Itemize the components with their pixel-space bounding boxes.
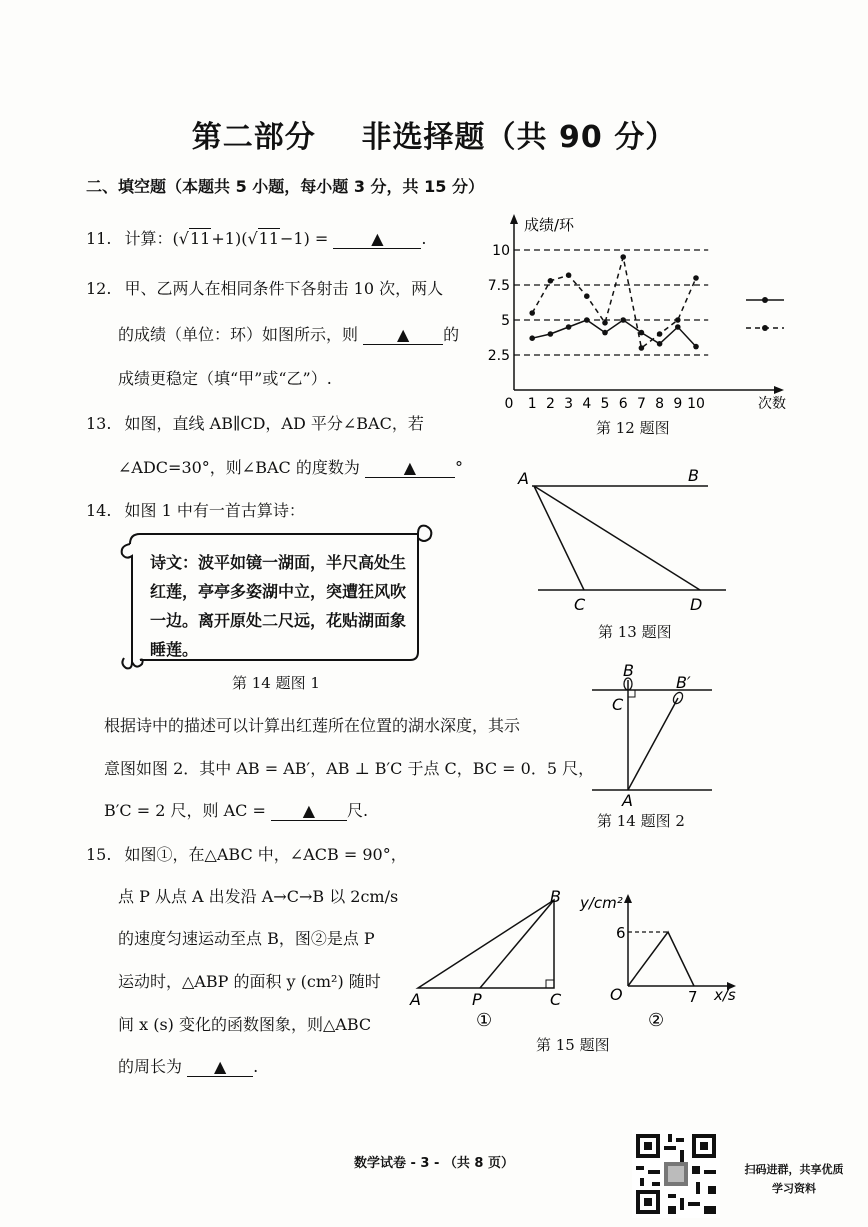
fig12-x-arrow-icon [774, 386, 784, 394]
q14-answer-blank[interactable] [271, 802, 347, 821]
question-15-line6 [118, 1054, 258, 1077]
q12-answer-blank[interactable] [363, 326, 443, 345]
fig14-caption: 第 14 题图 2 [597, 812, 685, 830]
segment-ab-prime [628, 698, 678, 790]
fig12-series [529, 254, 698, 351]
fig15-xlabel: x/s [714, 986, 736, 1004]
q15-text-1: 如图①，在△ABC 中，∠ACB = 90°， [124, 845, 407, 864]
q11-post: −1) = [280, 229, 329, 248]
right-angle-mark [628, 690, 635, 697]
q15-answer-blank[interactable] [187, 1058, 253, 1077]
fig15-y-arrow-icon [624, 894, 632, 903]
question-15-line4: 运动时，△ABP 的面积 y (cm²) 随时 [118, 972, 381, 991]
fig12-chart [484, 208, 794, 442]
q12-text-2b: 的 [443, 325, 460, 344]
fig12-point [584, 293, 590, 299]
qr-note-line1: 扫码进群，共享优质 [744, 1163, 844, 1176]
blank-marker-icon: ▲ [396, 325, 410, 344]
fig15-label-a: A [410, 990, 421, 1009]
fig12-point [620, 317, 626, 323]
fig12-y-arrow-icon [510, 214, 518, 224]
fig12-point [529, 335, 535, 341]
fig12-point [584, 317, 590, 323]
fig12-xtick-label: 10 [687, 396, 705, 412]
question-15-line1 [86, 842, 407, 865]
blank-marker-icon: ▲ [403, 458, 417, 477]
q11-radicand-2: 11 [258, 229, 279, 248]
fig12-ytick-label: 2.5 [487, 348, 510, 364]
q15-number: 15. [86, 845, 112, 864]
fig15-label-7: 7 [688, 988, 698, 1006]
fig14-label-a: A [622, 791, 633, 810]
page-title: 第二部分 非选择题（共 90 分） [191, 120, 677, 155]
fig12-point [548, 278, 554, 284]
fig12-point [602, 320, 608, 326]
fig12-point [675, 317, 681, 323]
poem-text: 诗文：波平如镜一湖面，半尺高处生红莲，亭亭多姿湖中立，突遭狂风吹一边。离开原处二尺远，花贴湖面象睡莲。 [150, 553, 407, 659]
q11-end: . [421, 229, 427, 248]
fig15-label-6: 6 [616, 924, 626, 942]
question-11: 11. 计算：(√11+1)(√11−1) = ▲ . [86, 229, 427, 248]
fig12-point [566, 272, 572, 278]
q13-text-1: 如图，直线 AB∥CD，AD 平分∠BAC，若 [124, 414, 424, 433]
fig12-point [548, 331, 554, 337]
question-14-line3: 意图如图 2．其中 AB = AB′，AB ⊥ B′C 于点 C，BC = 0．5 尺， [104, 759, 595, 778]
q15-end: . [253, 1057, 259, 1076]
fig12-y-ticks [488, 243, 510, 364]
qr-note-line2: 学习资料 [772, 1182, 816, 1195]
q11-number: 11. [86, 229, 112, 248]
question-12-line2 [118, 322, 459, 345]
fig14-diagram [588, 660, 718, 810]
fig12-ylabel: 成绩/环 [524, 216, 575, 234]
fig15-ylabel: y/cm² [580, 894, 623, 912]
fig12-origin: 0 [504, 396, 514, 412]
fig12-point [529, 310, 535, 316]
fig12-xtick-label: 1 [527, 396, 537, 412]
q14-text-4: B′C = 2 尺，则 AC = [104, 801, 266, 820]
fig15-label-c: C [550, 990, 562, 1009]
blank-marker-icon: ▲ [213, 1057, 227, 1076]
page-footer: 数学试卷 - 3 - （共 8 页） [353, 1156, 515, 1171]
fig15-label-2: ② [648, 1010, 665, 1031]
fig13-label-b: B [688, 466, 699, 485]
fig12-point [620, 254, 626, 260]
q14-unit: 尺. [346, 801, 369, 820]
fig12-xtick-label: 6 [618, 396, 628, 412]
q13-text-2: ∠ADC=30°，则∠BAC 的度数为 [118, 458, 360, 477]
q12-text-1: 甲、乙两人在相同条件下各射击 10 次，两人 [124, 279, 444, 298]
fig15-triangle [406, 887, 576, 1031]
triangle-abc [418, 900, 554, 988]
fig12-point [657, 341, 663, 347]
fig12-point [675, 324, 681, 330]
fig12-caption: 第 12 题图 [596, 419, 670, 437]
fig12-series-line-2 [532, 257, 696, 348]
fig14-label-c: C [612, 695, 624, 714]
fig13-label-c: C [574, 595, 586, 614]
qr-code-icon[interactable] [632, 1130, 720, 1218]
fig12-xtick-label: 2 [545, 396, 555, 412]
segment-bp [480, 900, 554, 988]
fig13-label-a: A [518, 469, 529, 488]
area-function-line [628, 932, 694, 986]
q11-mid: +1)( [211, 229, 248, 248]
q13-answer-blank[interactable] [365, 459, 455, 478]
fig12-xtick-label: 7 [636, 396, 646, 412]
fig13-caption: 第 13 题图 [598, 623, 672, 641]
question-15-line2: 点 P 从点 A 出发沿 A→C→B 以 2cm/s [118, 887, 399, 906]
question-13-line2 [118, 455, 463, 478]
fig12-ytick-label: 10 [492, 243, 510, 259]
legend-solid-marker [762, 297, 768, 303]
fig15-label-b: B [550, 887, 561, 906]
fig12-xtick-label: 3 [564, 396, 574, 412]
fig12-point [657, 331, 663, 337]
fig12-xlabel: 次数 [758, 396, 786, 412]
q14-figure1-caption: 第 14 题图 1 [232, 674, 320, 692]
fig12-point [693, 275, 699, 281]
fig12-point [602, 330, 608, 336]
q13-number: 13. [86, 414, 112, 433]
fig15-caption: 第 15 题图 [536, 1036, 610, 1054]
q15-text-6: 的周长为 [118, 1057, 183, 1076]
fig12-xtick-label: 4 [582, 396, 592, 412]
q14-number: 14. [86, 501, 112, 520]
fig14-label-b-prime: B′ [676, 673, 691, 692]
fig12-ytick-label: 5 [501, 313, 510, 329]
question-12-line1 [86, 276, 443, 299]
fig12-point [639, 345, 645, 351]
question-14-line1 [86, 498, 305, 521]
fig12-xtick-label: 8 [655, 396, 665, 412]
q11-pre: 计算：( [124, 229, 179, 248]
fig15-label-p: P [472, 990, 482, 1009]
fig12-ytick-label: 7.5 [487, 278, 510, 294]
question-14-line4 [104, 798, 368, 821]
q14-text-1: 如图 1 中有一首古算诗： [124, 501, 305, 520]
fig12-x-ticks [528, 396, 705, 412]
question-14-line2: 根据诗中的描述可以计算出红莲所在位置的湖水深度，其示 [104, 716, 521, 735]
fig15-graph [580, 886, 746, 1031]
blank-marker-icon: ▲ [371, 229, 384, 248]
right-angle-mark [546, 980, 554, 988]
fig12-point [693, 344, 699, 350]
fig12-xtick-label: 5 [600, 396, 610, 412]
section-heading: 二、填空题（本题共 5 小题，每小题 3 分，共 15 分） [86, 177, 484, 196]
qr-note [734, 1160, 854, 1198]
q13-degree: ° [454, 458, 463, 477]
fig13-label-d: D [690, 595, 703, 614]
fig15-label-o: O [610, 985, 623, 1004]
legend-dashed-marker [762, 325, 768, 331]
question-13-line1 [86, 411, 424, 434]
blank-marker-icon: ▲ [302, 801, 316, 820]
q12-number: 12. [86, 279, 112, 298]
fig13-diagram [508, 464, 738, 616]
question-15-line3: 的速度匀速运动至点 B，图②是点 P [118, 929, 375, 948]
q12-text-2: 的成绩（单位：环）如图所示，则 [118, 325, 359, 344]
question-15-line5: 间 x (s) 变化的函数图象，则△ABC [118, 1015, 372, 1034]
question-12-line3: 成绩更稳定（填“甲”或“乙”）. [118, 369, 332, 388]
q11-radicand-1: 11 [190, 229, 211, 248]
q11-answer-blank[interactable] [333, 230, 421, 249]
fig12-point [566, 324, 572, 330]
fig12-xtick-label: 9 [673, 396, 683, 412]
fig14-label-b: B [623, 661, 634, 680]
fig15-label-1: ① [476, 1010, 493, 1031]
